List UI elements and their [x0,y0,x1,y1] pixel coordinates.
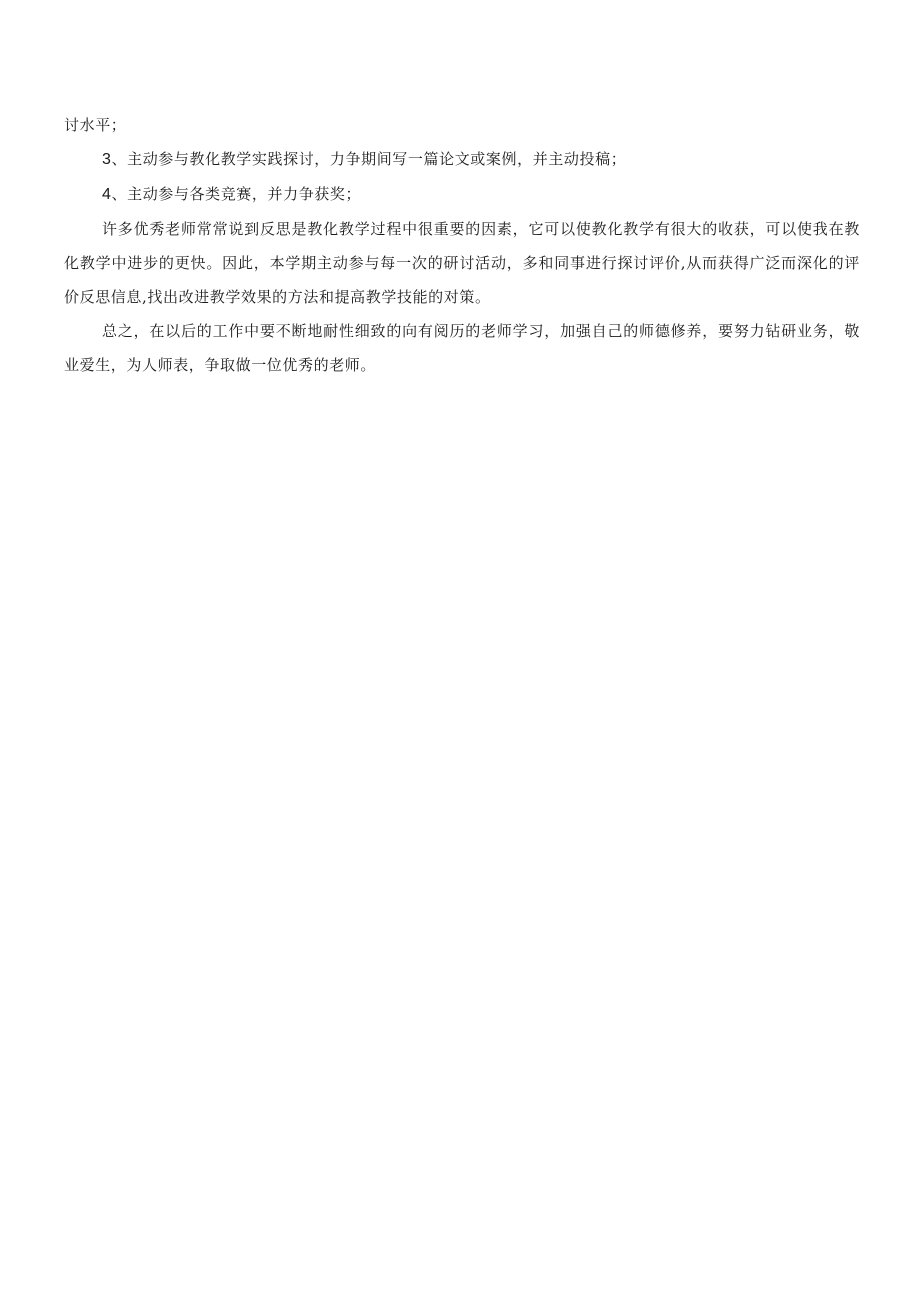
list-item-4 [64,177,860,212]
document-body [64,108,860,382]
paragraph-reflection: 许多优秀老师常常说到反思是教化教学过程中很重要的因素，它可以使教化教学有很大的收获，可以使我在教化教学中进步的更快。因此，本学期主动参与每一次的研讨活动，多和同事进行探讨评价,从而获得广泛而深化的评价反思信息,找出改进教学效果的方法和提高教学技能的对策。 [64,220,860,306]
list-item-number: 3 [102,151,112,168]
list-item-text: 、主动参与教化教学实践探讨，力争期间写一篇论文或案例，并主动投稿； [111,150,627,168]
paragraph-continuation: 讨水平； [64,116,127,134]
paragraph-conclusion: 总之，在以后的工作中要不断地耐性细致的向有阅历的老师学习，加强自己的师德修养，要努力钻研业务，敬业爱生，为人师表，争取做一位优秀的老师。 [64,322,860,374]
list-item-3 [64,142,860,177]
list-item-text: 、主动参与各类竞赛，并力争获奖； [111,185,362,203]
list-item-number: 4 [102,186,112,203]
